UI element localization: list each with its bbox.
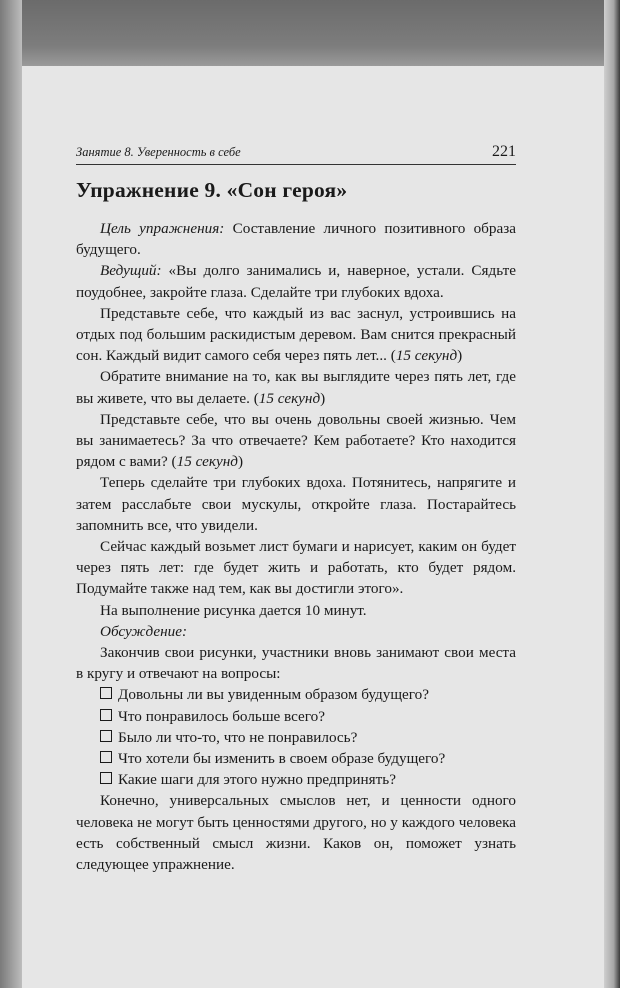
- exercise-title: Упражнение 9. «Сон героя»: [76, 178, 348, 202]
- checkbox-icon: [100, 730, 112, 742]
- discussion-label: Обсуждение:: [100, 622, 188, 640]
- list-item: [100, 769, 516, 790]
- running-header: [76, 142, 516, 165]
- p5-text: Представьте себе, что вы очень довольны своей жизнью. Чем вы занимаетесь? За что отвечаете? Кем работаете? Кто находится рядом с вами? (: [76, 410, 516, 471]
- p3-time: 15 секунд: [395, 347, 458, 365]
- checkbox-icon: [100, 772, 112, 784]
- checkbox-icon: [100, 687, 112, 699]
- question-list: [76, 684, 516, 790]
- list-item: [100, 727, 516, 748]
- scan-right-edge: [604, 0, 620, 988]
- checkbox-icon: [100, 751, 112, 763]
- running-title: Занятие 8. Уверенность в себе: [76, 145, 241, 159]
- paragraph-discussion-label: [76, 621, 516, 642]
- p4-end: ): [320, 389, 326, 407]
- scan-top-shadow: [0, 0, 620, 66]
- question-text: Что хотели бы изменить в своем образе будущего?: [118, 750, 446, 768]
- paragraph-satisfied: [76, 409, 516, 473]
- paragraph-leader: [76, 260, 516, 302]
- p4-time: 15 секунд: [258, 389, 321, 407]
- paragraph-breathe: Теперь сделайте три глубоких вдоха. Потянитесь, напрягите и затем расслабьте свои мускулы, откройте глаза. Постарайтесь запомнить все, что увидели.: [76, 474, 516, 534]
- goal-label: Цель упражнения:: [100, 220, 225, 237]
- paragraph-time-limit: На выполнение рисунка дается 10 минут.: [100, 601, 367, 619]
- question-text: Довольны ли вы увиденным образом будущего?: [118, 686, 429, 704]
- exercise-body: [76, 218, 516, 875]
- list-item: [100, 684, 516, 705]
- question-text: Было ли что-то, что не понравилось?: [118, 728, 358, 746]
- p5-end: ): [237, 453, 244, 471]
- p5-time: 15 секунд: [176, 453, 238, 471]
- scan-left-edge: [0, 0, 22, 988]
- p3-end: ): [457, 347, 463, 365]
- leader-label: Ведущий:: [100, 262, 162, 280]
- p3-text: Представьте себе, что каждый из вас заснул, устроившись на отдых под большим раскидистым деревом. Вам снится прекрасный сон. Каждый видит самого себя через пять лет... (: [76, 304, 516, 365]
- paragraph-attention: [76, 366, 516, 408]
- question-text: Что понравилось больше всего?: [118, 707, 325, 725]
- checkbox-icon: [100, 709, 112, 721]
- list-item: [100, 706, 516, 727]
- leader-text: «Вы долго занимались и, наверное, устали. Сядьте поудобнее, закройте глаза. Сделайте три глубоких вдоха.: [76, 262, 516, 301]
- question-text: Какие шаги для этого нужно предпринять?: [118, 771, 396, 789]
- paragraph-draw: Сейчас каждый возьмет лист бумаги и нарисует, каким он будет через пять лет: где будет жить и работать, кто будет рядом. Подумайте также над тем, как вы достигли этого».: [76, 538, 516, 598]
- paragraph-questions-intro: Закончив свои рисунки, участники вновь занимают свои места в кругу и отвечают на вопросы:: [76, 644, 516, 683]
- paragraph-conclusion: Конечно, универсальных смыслов нет, и ценности одного человека не могут быть ценностями другого, но у каждого человека есть собственный смысл жизни. Каков он, поможет узнать следующее упражнение.: [76, 792, 516, 874]
- goal-text: Составление личного позитивного образа будущего.: [76, 220, 516, 259]
- p4-text: Обратите внимание на то, как вы выглядите через пять лет, где вы живете, что вы делаете. (: [76, 368, 516, 407]
- page-number: 221: [492, 143, 516, 160]
- paragraph-imagine-sleep: [76, 303, 516, 367]
- list-item: [100, 748, 516, 769]
- paragraph-goal: [76, 218, 516, 260]
